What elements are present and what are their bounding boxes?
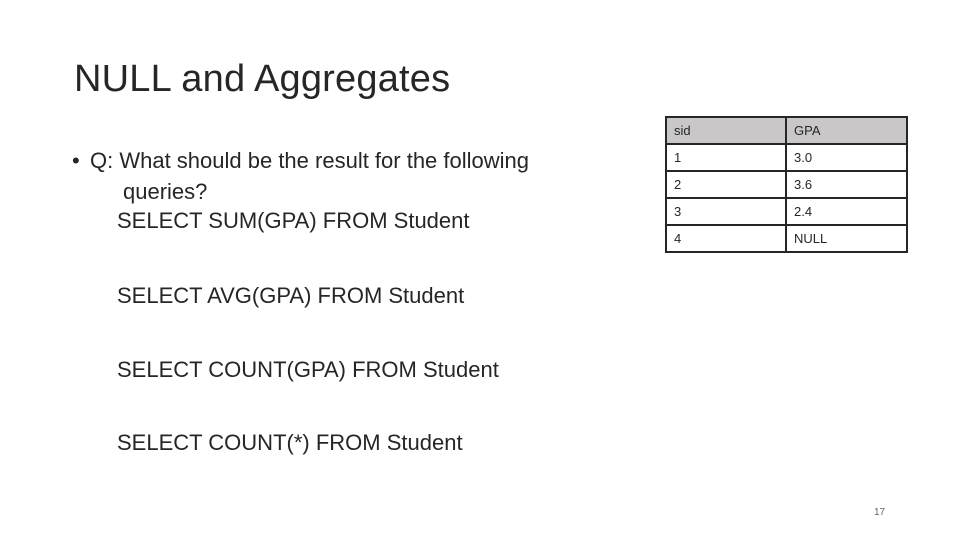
cell-gpa: 3.0 <box>786 144 907 171</box>
bullet-marker: • <box>72 148 80 173</box>
question-text-line1: Q: What should be the result for the following <box>90 148 530 173</box>
table-row <box>666 225 907 252</box>
cell-gpa: 2.4 <box>786 198 907 225</box>
question-text-line2: queries? <box>123 179 208 204</box>
question-bullet <box>72 145 632 207</box>
query-count-gpa: SELECT COUNT(GPA) FROM Student <box>117 357 499 382</box>
student-table <box>665 116 908 253</box>
page-number: 17 <box>874 507 886 518</box>
cell-gpa: 3.6 <box>786 171 907 198</box>
table-header-row <box>666 117 907 144</box>
cell-sid: 4 <box>666 225 786 252</box>
cell-gpa: NULL <box>786 225 907 252</box>
header-sid: sid <box>666 117 786 144</box>
cell-sid: 3 <box>666 198 786 225</box>
cell-sid: 1 <box>666 144 786 171</box>
slide-title: NULL and Aggregates <box>74 58 451 100</box>
cell-sid: 2 <box>666 171 786 198</box>
header-gpa: GPA <box>786 117 907 144</box>
query-sum: SELECT SUM(GPA) FROM Student <box>117 208 470 233</box>
table-row <box>666 144 907 171</box>
query-avg: SELECT AVG(GPA) FROM Student <box>117 283 465 308</box>
table-row <box>666 198 907 225</box>
query-count-star: SELECT COUNT(*) FROM Student <box>117 430 463 455</box>
table-row <box>666 171 907 198</box>
